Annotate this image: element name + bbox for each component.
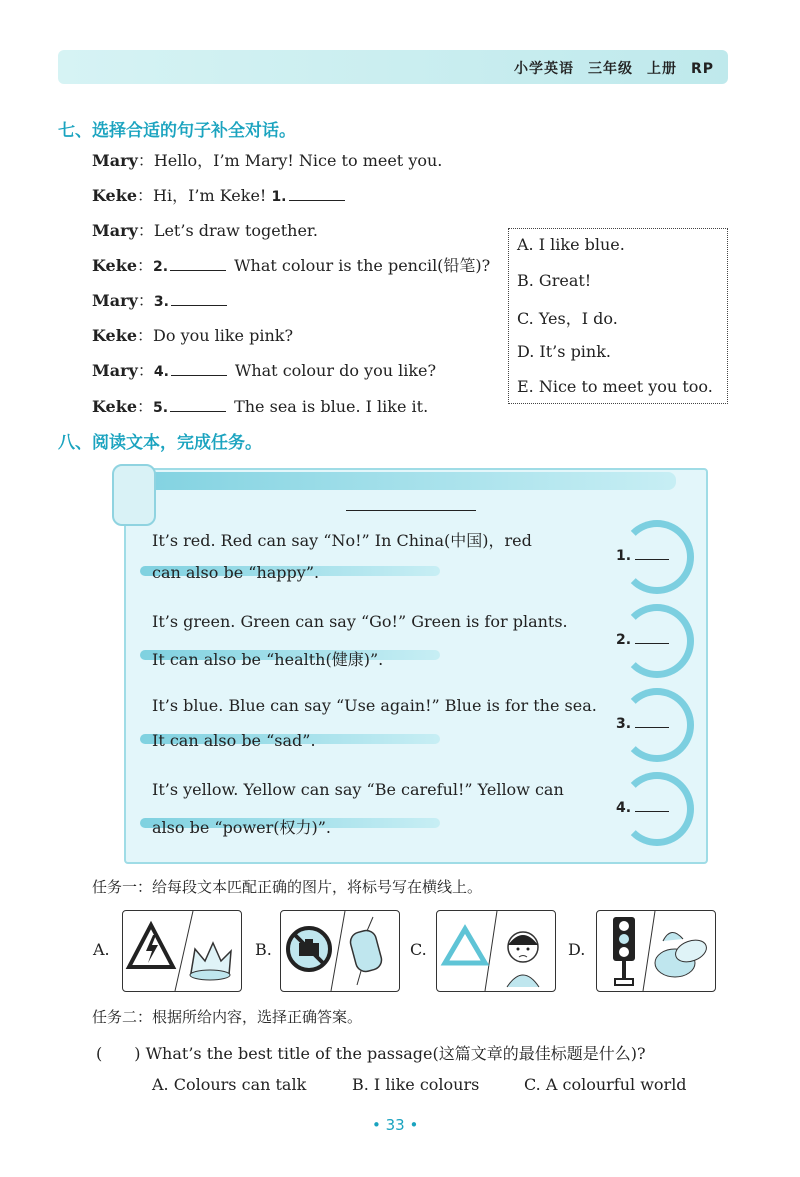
answer-paren[interactable]: ( ) — [96, 1044, 141, 1063]
speaker-separator: ： — [137, 291, 154, 310]
no-camera-sign-icon — [288, 928, 330, 970]
answer-blank[interactable] — [635, 727, 669, 728]
paragraph-number: 2. — [616, 632, 632, 648]
paragraph-line: It’s yellow. Yellow can say “Be careful!” Yellow can — [152, 780, 564, 799]
picture-label-d: D. — [568, 940, 586, 959]
title-blank[interactable] — [346, 510, 476, 511]
choice-c: C. A colourful world — [524, 1075, 687, 1094]
task2-instruction: 任务二：根据所给内容，选择正确答案。 — [92, 1008, 363, 1026]
options-box — [508, 228, 728, 404]
picture-b — [280, 910, 400, 992]
section8-title: 八、阅读文本，完成任务。 — [58, 433, 262, 453]
option-a: A. I like blue. — [517, 235, 625, 254]
speaker-separator: ： — [137, 326, 154, 345]
question-line — [96, 1041, 646, 1064]
picture-label-c: C. — [410, 940, 427, 959]
blank-number: 1. — [271, 189, 287, 205]
blank-number: 4. — [153, 364, 169, 380]
speaker-separator: ： — [137, 361, 154, 380]
speaker-name: Keke — [92, 186, 137, 205]
dialogue-text: Hi，I’m Keke! — [153, 186, 272, 205]
speaker-separator: ： — [137, 151, 154, 170]
paragraph-line: can also be “happy”. — [152, 563, 320, 582]
answer-blank[interactable] — [170, 256, 226, 271]
speaker-name: Mary — [92, 221, 138, 240]
paragraph-number: 4. — [616, 800, 632, 816]
answer-blank[interactable] — [171, 361, 227, 376]
answer-slot — [616, 548, 669, 564]
traffic-light-icon — [613, 917, 635, 985]
picture-d — [596, 910, 716, 992]
vegetables-icon — [655, 932, 709, 977]
answer-blank[interactable] — [635, 559, 669, 560]
choice-a: A. Colours can talk — [152, 1075, 307, 1094]
speaker-name: Keke — [92, 397, 137, 416]
blank-number: 5. — [153, 400, 169, 416]
dialogue-text: Hello，I’m Mary! Nice to meet you. — [153, 151, 443, 170]
page-number: • 33 • — [372, 1116, 419, 1134]
speaker-name: Mary — [92, 361, 138, 380]
header-bar — [58, 50, 728, 84]
dialogue-line — [92, 323, 293, 346]
paragraph-number: 3. — [616, 716, 632, 732]
dialogue-line — [92, 253, 490, 276]
picture-a — [122, 910, 242, 992]
speaker-separator: ： — [137, 186, 154, 205]
speaker-name: Keke — [92, 256, 137, 275]
book-title: 小学英语 — [513, 61, 574, 77]
crown-icon — [190, 943, 231, 980]
warning-sign-icon — [129, 925, 173, 967]
answer-slot — [616, 800, 669, 816]
paragraph-line: It can also be “health(健康)”. — [152, 650, 384, 669]
paragraph-line: It’s red. Red can say “No!” In China(中国)，red — [152, 531, 532, 550]
speaker-separator: ： — [137, 221, 154, 240]
grade: 三年级 — [587, 61, 633, 77]
dialogue-text: The sea is blue. I like it. — [234, 397, 429, 416]
dialogue-line — [92, 148, 442, 171]
speaker-name: Mary — [92, 291, 138, 310]
brush-stroke-top — [116, 472, 676, 490]
recycle-icon — [445, 929, 485, 963]
paragraph-number: 1. — [616, 548, 632, 564]
reading-box — [124, 468, 708, 864]
paragraph-line: also be “power(权力)”. — [152, 818, 332, 837]
paragraph-line: It’s green. Green can say “Go!” Green is for plants. — [152, 612, 568, 631]
dialogue-text: What colour do you like? — [234, 361, 437, 380]
answer-blank[interactable] — [171, 291, 227, 306]
answer-blank[interactable] — [170, 397, 226, 412]
answer-blank[interactable] — [635, 643, 669, 644]
option-c: C. Yes，I do. — [517, 309, 618, 328]
lantern-icon — [348, 917, 383, 985]
paragraph-line: It can also be “sad”. — [152, 731, 316, 750]
dialogue-line — [92, 183, 353, 206]
option-d: D. It’s pink. — [517, 342, 612, 361]
speaker-name: Keke — [92, 326, 137, 345]
picture-c — [436, 910, 556, 992]
speaker-separator: ： — [137, 256, 154, 275]
answer-slot — [616, 716, 669, 732]
question-text: What’s the best title of the passage(这篇文章的最佳标题是什么)? — [145, 1044, 646, 1063]
paint-tube-icon — [112, 464, 156, 526]
answer-slot — [616, 632, 669, 648]
dialogue-line — [92, 218, 318, 241]
dialogue-line — [92, 288, 235, 311]
dialogue-line — [92, 394, 428, 417]
blank-number: 2. — [153, 259, 169, 275]
answer-blank[interactable] — [635, 811, 669, 812]
dialogue-line — [92, 358, 436, 381]
paragraph-line: It’s blue. Blue can say “Use again!” Blue is for the sea. — [152, 696, 597, 715]
volume: 上册 — [646, 61, 677, 77]
speaker-name: Mary — [92, 151, 138, 170]
dialogue-text: Do you like pink? — [153, 326, 294, 345]
task1-instruction: 任务一：给每段文本匹配正确的图片，将标号写在横线上。 — [92, 878, 483, 896]
blank-number: 3. — [153, 294, 169, 310]
sad-girl-icon — [507, 932, 539, 987]
dialogue-text: What colour is the pencil(铅笔)? — [234, 256, 491, 275]
section7-title: 七、选择合适的句子补全对话。 — [58, 121, 296, 141]
edition: RP — [690, 61, 714, 77]
speaker-separator: ： — [137, 397, 154, 416]
picture-label-a: A. — [93, 940, 110, 959]
option-b: B. Great! — [517, 271, 592, 290]
dialogue-text: Let’s draw together. — [153, 221, 318, 240]
choice-b: B. I like colours — [352, 1075, 480, 1094]
picture-label-b: B. — [255, 940, 272, 959]
answer-blank[interactable] — [289, 186, 345, 201]
header-text — [500, 58, 714, 78]
option-e: E. Nice to meet you too. — [517, 377, 713, 396]
